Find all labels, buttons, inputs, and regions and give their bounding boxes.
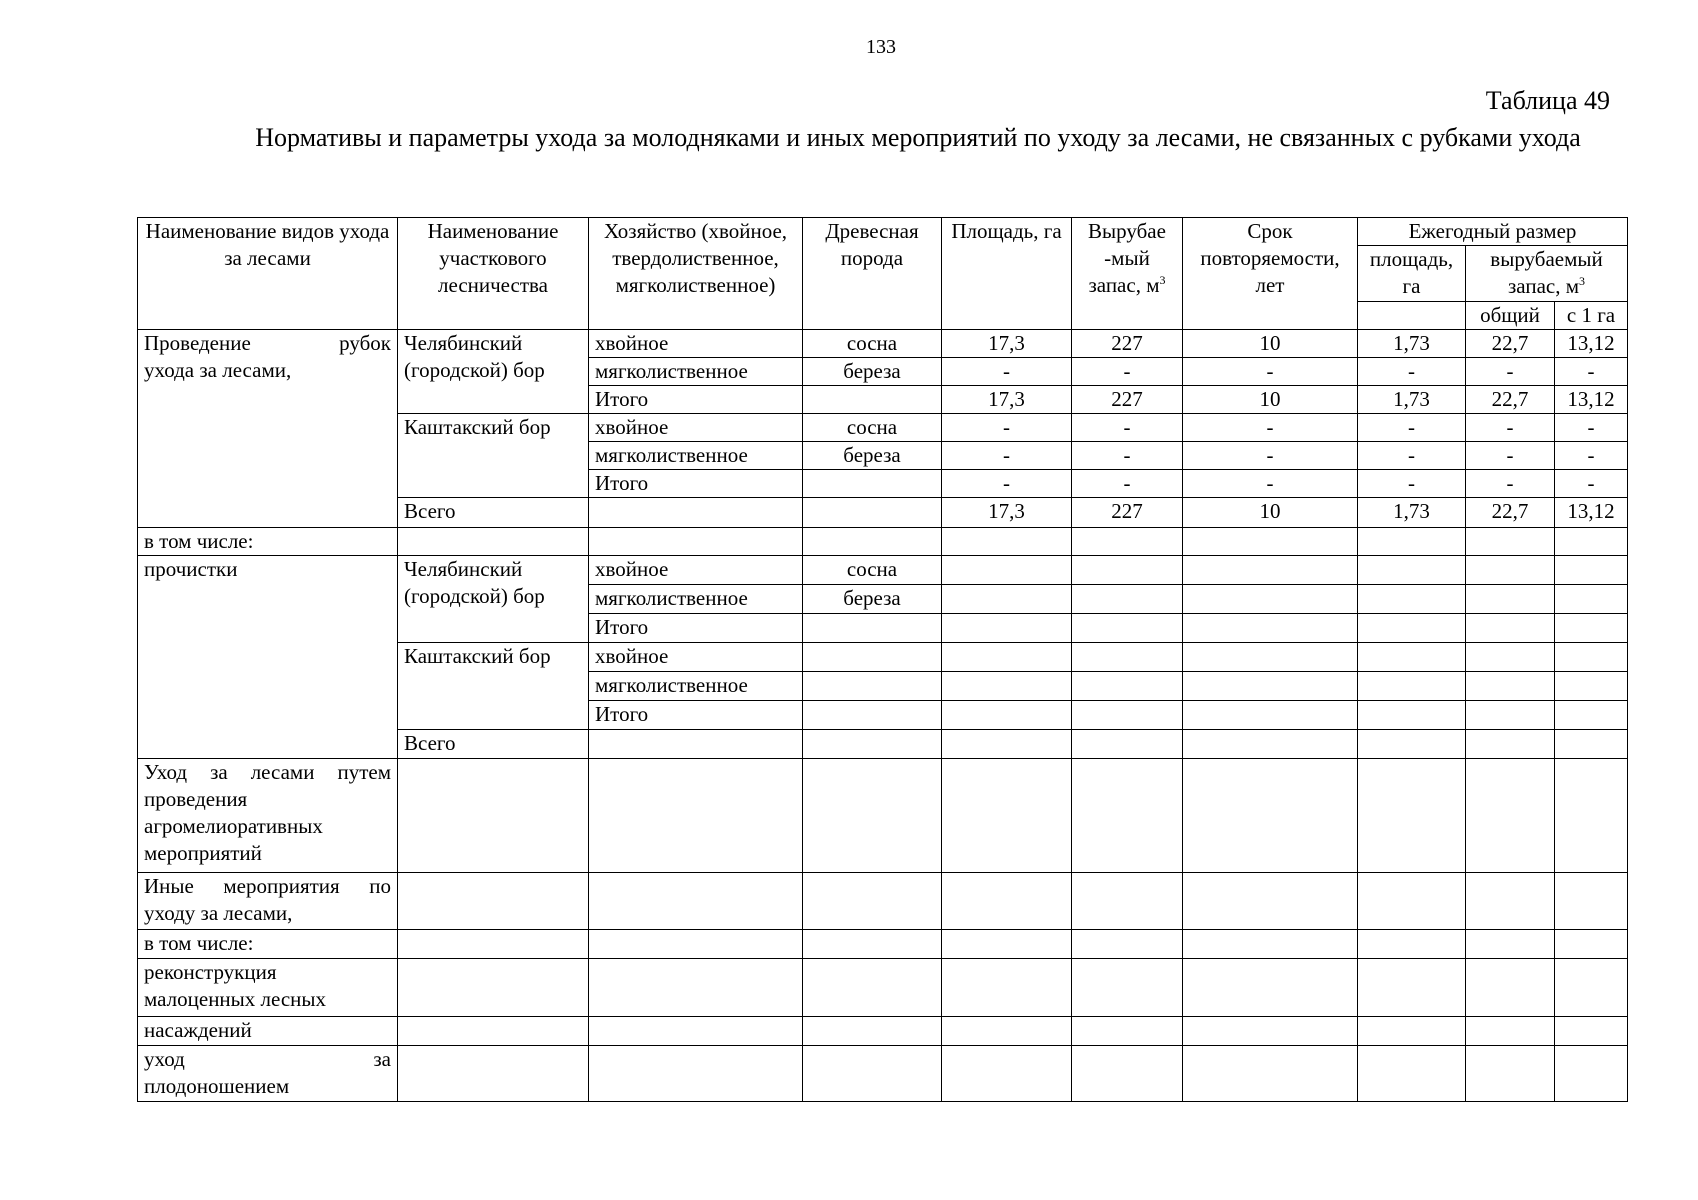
cell-economy: мягколиственное <box>589 672 803 701</box>
cell-annual-area: - <box>1358 470 1466 498</box>
cell-annual-total: 22,7 <box>1466 330 1555 358</box>
cell-economy <box>589 498 803 528</box>
page-number: 133 <box>866 36 896 58</box>
care-type-word: за <box>373 1047 391 1071</box>
header-total: общий <box>1466 302 1555 330</box>
cell-species: сосна <box>803 414 942 442</box>
cell-period: 10 <box>1183 386 1358 414</box>
cell-area: - <box>942 358 1072 386</box>
header-annual-area-cont <box>1358 302 1466 330</box>
cell-economy: хвойное <box>589 643 803 672</box>
cell-annual-per-ha: - <box>1555 442 1628 470</box>
care-type-line: плодоношением <box>144 1074 290 1098</box>
cell-economy: мягколиственное <box>589 585 803 614</box>
cell-species: сосна <box>803 330 942 358</box>
cell-species <box>803 643 942 672</box>
table-row <box>138 873 1628 930</box>
cell-area: - <box>942 414 1072 442</box>
cell-annual-area: - <box>1358 442 1466 470</box>
cube-superscript: 3 <box>1159 273 1166 287</box>
table-row <box>138 759 1628 873</box>
care-type-word: Проведение <box>144 331 251 355</box>
cell-economy: хвойное <box>589 330 803 358</box>
cell-economy: Итого <box>589 701 803 730</box>
care-type-thinning <box>138 330 398 528</box>
care-type-word: уход <box>144 1047 185 1071</box>
table-row <box>138 959 1628 1017</box>
cell-period: - <box>1183 414 1358 442</box>
cell-annual-area: 1,73 <box>1358 498 1466 528</box>
forest-care-table <box>137 217 1628 1102</box>
cell-annual-total: 22,7 <box>1466 498 1555 528</box>
cell-annual-total: - <box>1466 414 1555 442</box>
cell-species: береза <box>803 442 942 470</box>
forestry-chelyabinsk: Челябинский (городской) бор <box>398 330 589 414</box>
cell-area: - <box>942 442 1072 470</box>
cell-species <box>803 386 942 414</box>
cell-annual-per-ha: - <box>1555 470 1628 498</box>
cell-species <box>803 672 942 701</box>
care-type-other: Иные мероприятия по уходу за лесами, <box>138 873 398 930</box>
cell-volume: - <box>1072 470 1183 498</box>
cell-species <box>803 614 942 643</box>
table-row <box>138 528 1628 556</box>
cell-period: 10 <box>1183 498 1358 528</box>
cell-species: береза <box>803 358 942 386</box>
header-per-ha: с 1 га <box>1555 302 1628 330</box>
care-type-line <box>144 1046 391 1073</box>
cell-economy: Итого <box>589 386 803 414</box>
table-row <box>138 930 1628 959</box>
care-type-cleaning: прочистки <box>138 556 398 759</box>
table-title: Нормативы и параметры ухода за молодняками и иных мероприятий по уходу за лесами, не связанных с рубками ухода <box>255 123 1581 152</box>
cell-annual-per-ha: 13,12 <box>1555 386 1628 414</box>
cell-annual-total: - <box>1466 358 1555 386</box>
header-economy: Хозяйство (хвойное, твердолиственное, мягколиственное) <box>589 218 803 330</box>
forestry-chelyabinsk: Челябинский (городской) бор <box>398 556 589 643</box>
cell-annual-total: - <box>1466 442 1555 470</box>
table-row <box>138 556 1628 585</box>
cell-volume: 227 <box>1072 498 1183 528</box>
cell-volume: - <box>1072 414 1183 442</box>
cell-economy: мягколиственное <box>589 442 803 470</box>
care-type-reconstruction: реконструкция малоценных лесных <box>138 959 398 1017</box>
cell-total-label: Всего <box>398 730 589 759</box>
cell-annual-area: - <box>1358 358 1466 386</box>
header-harvest-volume-text: Вырубае -мый запас, м <box>1088 219 1166 297</box>
care-type-word: рубок <box>339 331 391 355</box>
cell-economy: Итого <box>589 614 803 643</box>
table-row <box>138 1046 1628 1102</box>
cell-period: 10 <box>1183 330 1358 358</box>
header-area: Площадь, га <box>942 218 1072 330</box>
header-row <box>138 218 1628 246</box>
header-annual-volume <box>1466 246 1628 302</box>
table-row <box>138 1017 1628 1046</box>
header-repeat-period: Срок повторяемости, лет <box>1183 218 1358 330</box>
cell-economy: мягколиственное <box>589 358 803 386</box>
cell-area: 17,3 <box>942 386 1072 414</box>
cell-area: - <box>942 470 1072 498</box>
care-type-reconstruction-cont: насаждений <box>138 1017 398 1046</box>
cell-annual-per-ha: - <box>1555 358 1628 386</box>
cell-annual-area: 1,73 <box>1358 386 1466 414</box>
forestry-kashtak: Каштакский бор <box>398 414 589 498</box>
header-annual-volume-text: вырубаемый запас, м <box>1490 247 1603 298</box>
cell-area: 17,3 <box>942 330 1072 358</box>
cell-period: - <box>1183 358 1358 386</box>
forestry-kashtak: Каштакский бор <box>398 643 589 730</box>
header-tree-species: Древесная порода <box>803 218 942 330</box>
cell-annual-per-ha: 13,12 <box>1555 498 1628 528</box>
cell-species <box>803 701 942 730</box>
cell-period: - <box>1183 470 1358 498</box>
cube-superscript: 3 <box>1579 274 1586 288</box>
cell-annual-area: - <box>1358 414 1466 442</box>
cell-species <box>803 470 942 498</box>
cell-volume: 227 <box>1072 386 1183 414</box>
cell-volume: - <box>1072 358 1183 386</box>
care-type-line <box>144 330 391 357</box>
cell-area: 17,3 <box>942 498 1072 528</box>
care-type-line: ухода за лесами, <box>144 358 292 382</box>
cell-species: береза <box>803 585 942 614</box>
cell-period: - <box>1183 442 1358 470</box>
cell-annual-total: - <box>1466 470 1555 498</box>
header-forestry: Наименование участкового лесничества <box>398 218 589 330</box>
cell-annual-area: 1,73 <box>1358 330 1466 358</box>
including-label: в том числе: <box>138 930 398 959</box>
cell-economy: Итого <box>589 470 803 498</box>
cell-volume: - <box>1072 442 1183 470</box>
cell-species <box>803 498 942 528</box>
cell-annual-total: 22,7 <box>1466 386 1555 414</box>
header-annual-area: площадь, га <box>1358 246 1466 302</box>
care-type-fruiting <box>138 1046 398 1102</box>
header-harvest-volume <box>1072 218 1183 330</box>
cell-economy: хвойное <box>589 556 803 585</box>
table-label: Таблица 49 <box>1485 86 1610 115</box>
header-annual: Ежегодный размер <box>1358 218 1628 246</box>
cell-economy: хвойное <box>589 414 803 442</box>
cell-total-label: Всего <box>398 498 589 528</box>
table-row <box>138 330 1628 358</box>
cell-annual-per-ha: 13,12 <box>1555 330 1628 358</box>
care-type-agro: Уход за лесами путем проведения агромелиоративных мероприятий <box>138 759 398 873</box>
header-care-type: Наименование видов ухода за лесами <box>138 218 398 330</box>
cell-volume: 227 <box>1072 330 1183 358</box>
including-label: в том числе: <box>138 528 398 556</box>
cell-species: сосна <box>803 556 942 585</box>
cell-annual-per-ha: - <box>1555 414 1628 442</box>
